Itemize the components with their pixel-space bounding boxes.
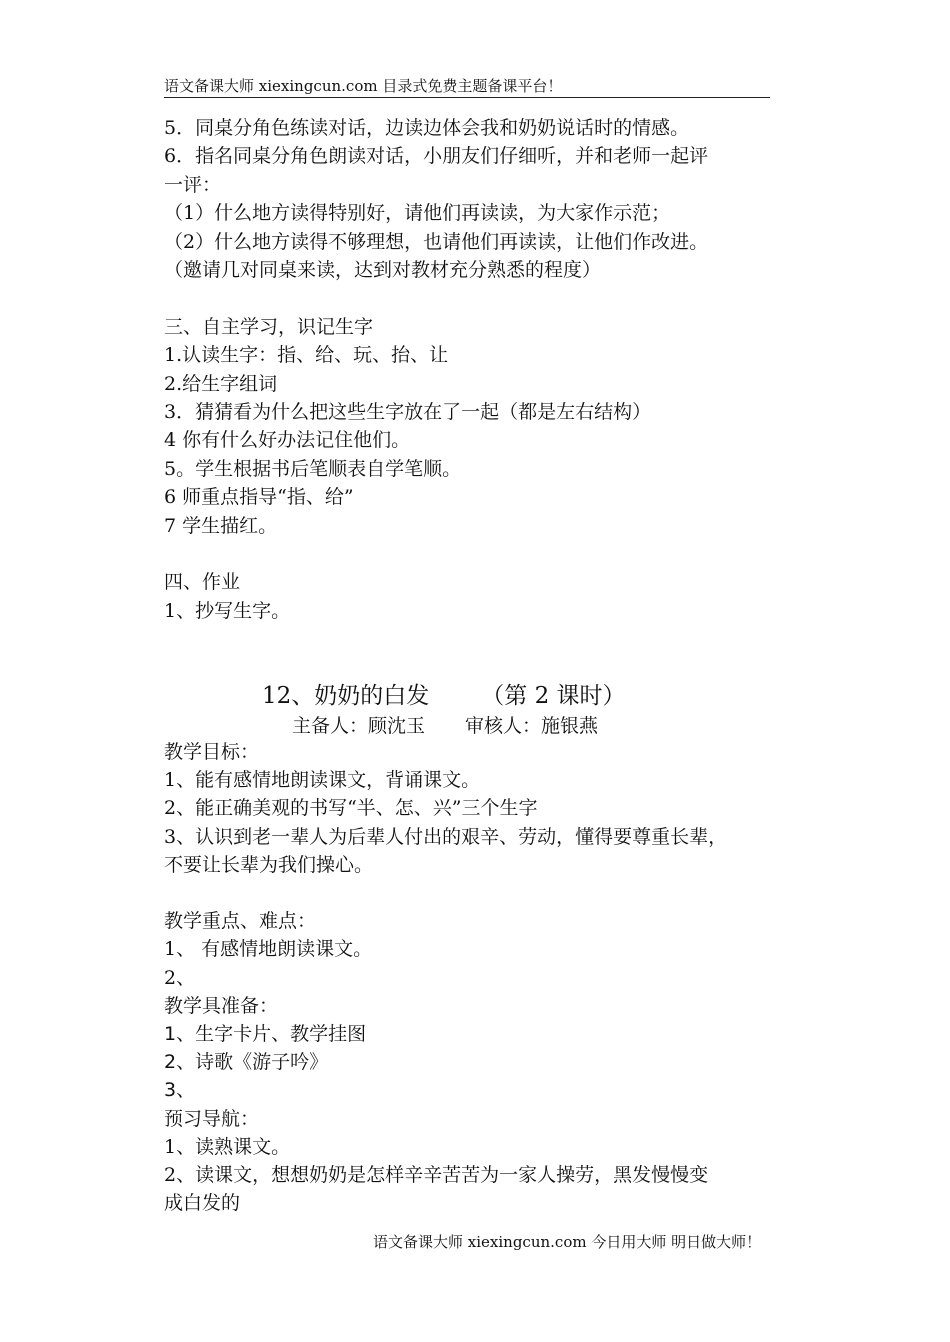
prep-item-number: 1 <box>164 1023 177 1046</box>
text-line: 2.给生字组词 <box>164 372 278 395</box>
lesson-period: （第 2 课时） <box>481 683 626 709</box>
prep-item-text: 、诗歌《游子吟》 <box>176 1051 329 1074</box>
objective-item: 3、认识到老一辈人为后辈人付出的艰辛、劳动，懂得要尊重长辈， <box>164 825 728 848</box>
text-line: 6 师重点指导“指、给” <box>164 486 354 509</box>
text-line: 1、抄写生字。 <box>164 599 291 622</box>
text-line: （2）什么地方读得不够理想，也请他们再读读，让他们作改进。 <box>164 230 709 253</box>
lesson-title <box>164 680 770 712</box>
text-line: （邀请几对同桌来读，达到对教材充分熟悉的程度） <box>164 259 602 282</box>
preview-item: 1、读熟课文。 <box>164 1135 291 1158</box>
text-line: 一评： <box>164 173 222 196</box>
prep-item-number: 2 <box>164 1051 177 1074</box>
header-divider <box>164 97 770 98</box>
text-line: 7 学生描红。 <box>164 514 278 537</box>
text-line: 4 你有什么好办法记住他们。 <box>164 429 411 452</box>
prep-heading: 教学具准备： <box>164 994 279 1017</box>
preview-heading: 预习导航： <box>164 1107 260 1130</box>
page-footer: 语文备课大师 xiexingcun.com 今日用大师 明日做大师！ <box>373 1233 762 1251</box>
author-label: 主备人：顾沈玉 <box>292 715 426 737</box>
prep-item <box>164 1076 784 1104</box>
text-line: 6．指名同桌分角色朗读对话，小朋友们仔细听，并和老师一起评 <box>164 145 709 168</box>
preview-item-continued: 成白发的 <box>164 1192 241 1215</box>
objectives-heading: 教学目标： <box>164 741 260 763</box>
blank-line <box>164 284 784 312</box>
objective-item-continued: 不要让长辈为我们操心。 <box>164 853 374 876</box>
text-line: 5。学生根据书后笔顺表自学笔顺。 <box>164 457 462 480</box>
lesson-title-block <box>164 680 770 740</box>
blank-line <box>164 879 784 907</box>
text-line: （1）什么地方读得特别好，请他们再读读，为大家作示范； <box>164 202 671 225</box>
preview-item: 2、读课文，想想奶奶是怎样辛辛苦苦为一家人操劳，黑发慢慢变 <box>164 1164 709 1187</box>
section-heading: 四、作业 <box>164 571 241 594</box>
prep-item-text: 、生字卡片、教学挂图 <box>176 1023 367 1046</box>
focus-heading: 教学重点、难点： <box>164 910 317 933</box>
section-heading: 三、自主学习，识记生字 <box>164 315 374 338</box>
page-header: 语文备课大师 xiexingcun.com 目录式免费主题备课平台！ <box>164 77 563 95</box>
text-line: 3．猜猜看为什么把这些生字放在了一起（都是左右结构） <box>164 401 652 424</box>
objective-item: 2、能正确美观的书写“半、怎、兴”三个生字 <box>164 797 538 820</box>
text-line: 5．同桌分角色练读对话，边读边体会我和奶奶说话时的情感。 <box>164 117 690 139</box>
prep-item-text: 、 <box>176 1079 196 1102</box>
prep-item <box>164 1020 784 1048</box>
lesson-title-main: 12、奶奶的白发 <box>262 683 430 709</box>
prep-item-number: 3 <box>164 1079 177 1102</box>
focus-item: 1、 有感情地朗读课文。 <box>164 938 373 961</box>
section-2-body <box>164 738 784 1217</box>
lesson-authors <box>164 712 770 740</box>
focus-item: 2、 <box>164 966 196 989</box>
objective-item: 1、能有感情地朗读课文，背诵课文。 <box>164 769 481 792</box>
reviewer-label: 审核人：施银燕 <box>465 715 599 737</box>
prep-item <box>164 1048 784 1076</box>
section-1-body <box>164 114 784 625</box>
blank-line <box>164 540 784 568</box>
text-line: 1.认读生字：指、给、玩、抬、让 <box>164 344 449 367</box>
